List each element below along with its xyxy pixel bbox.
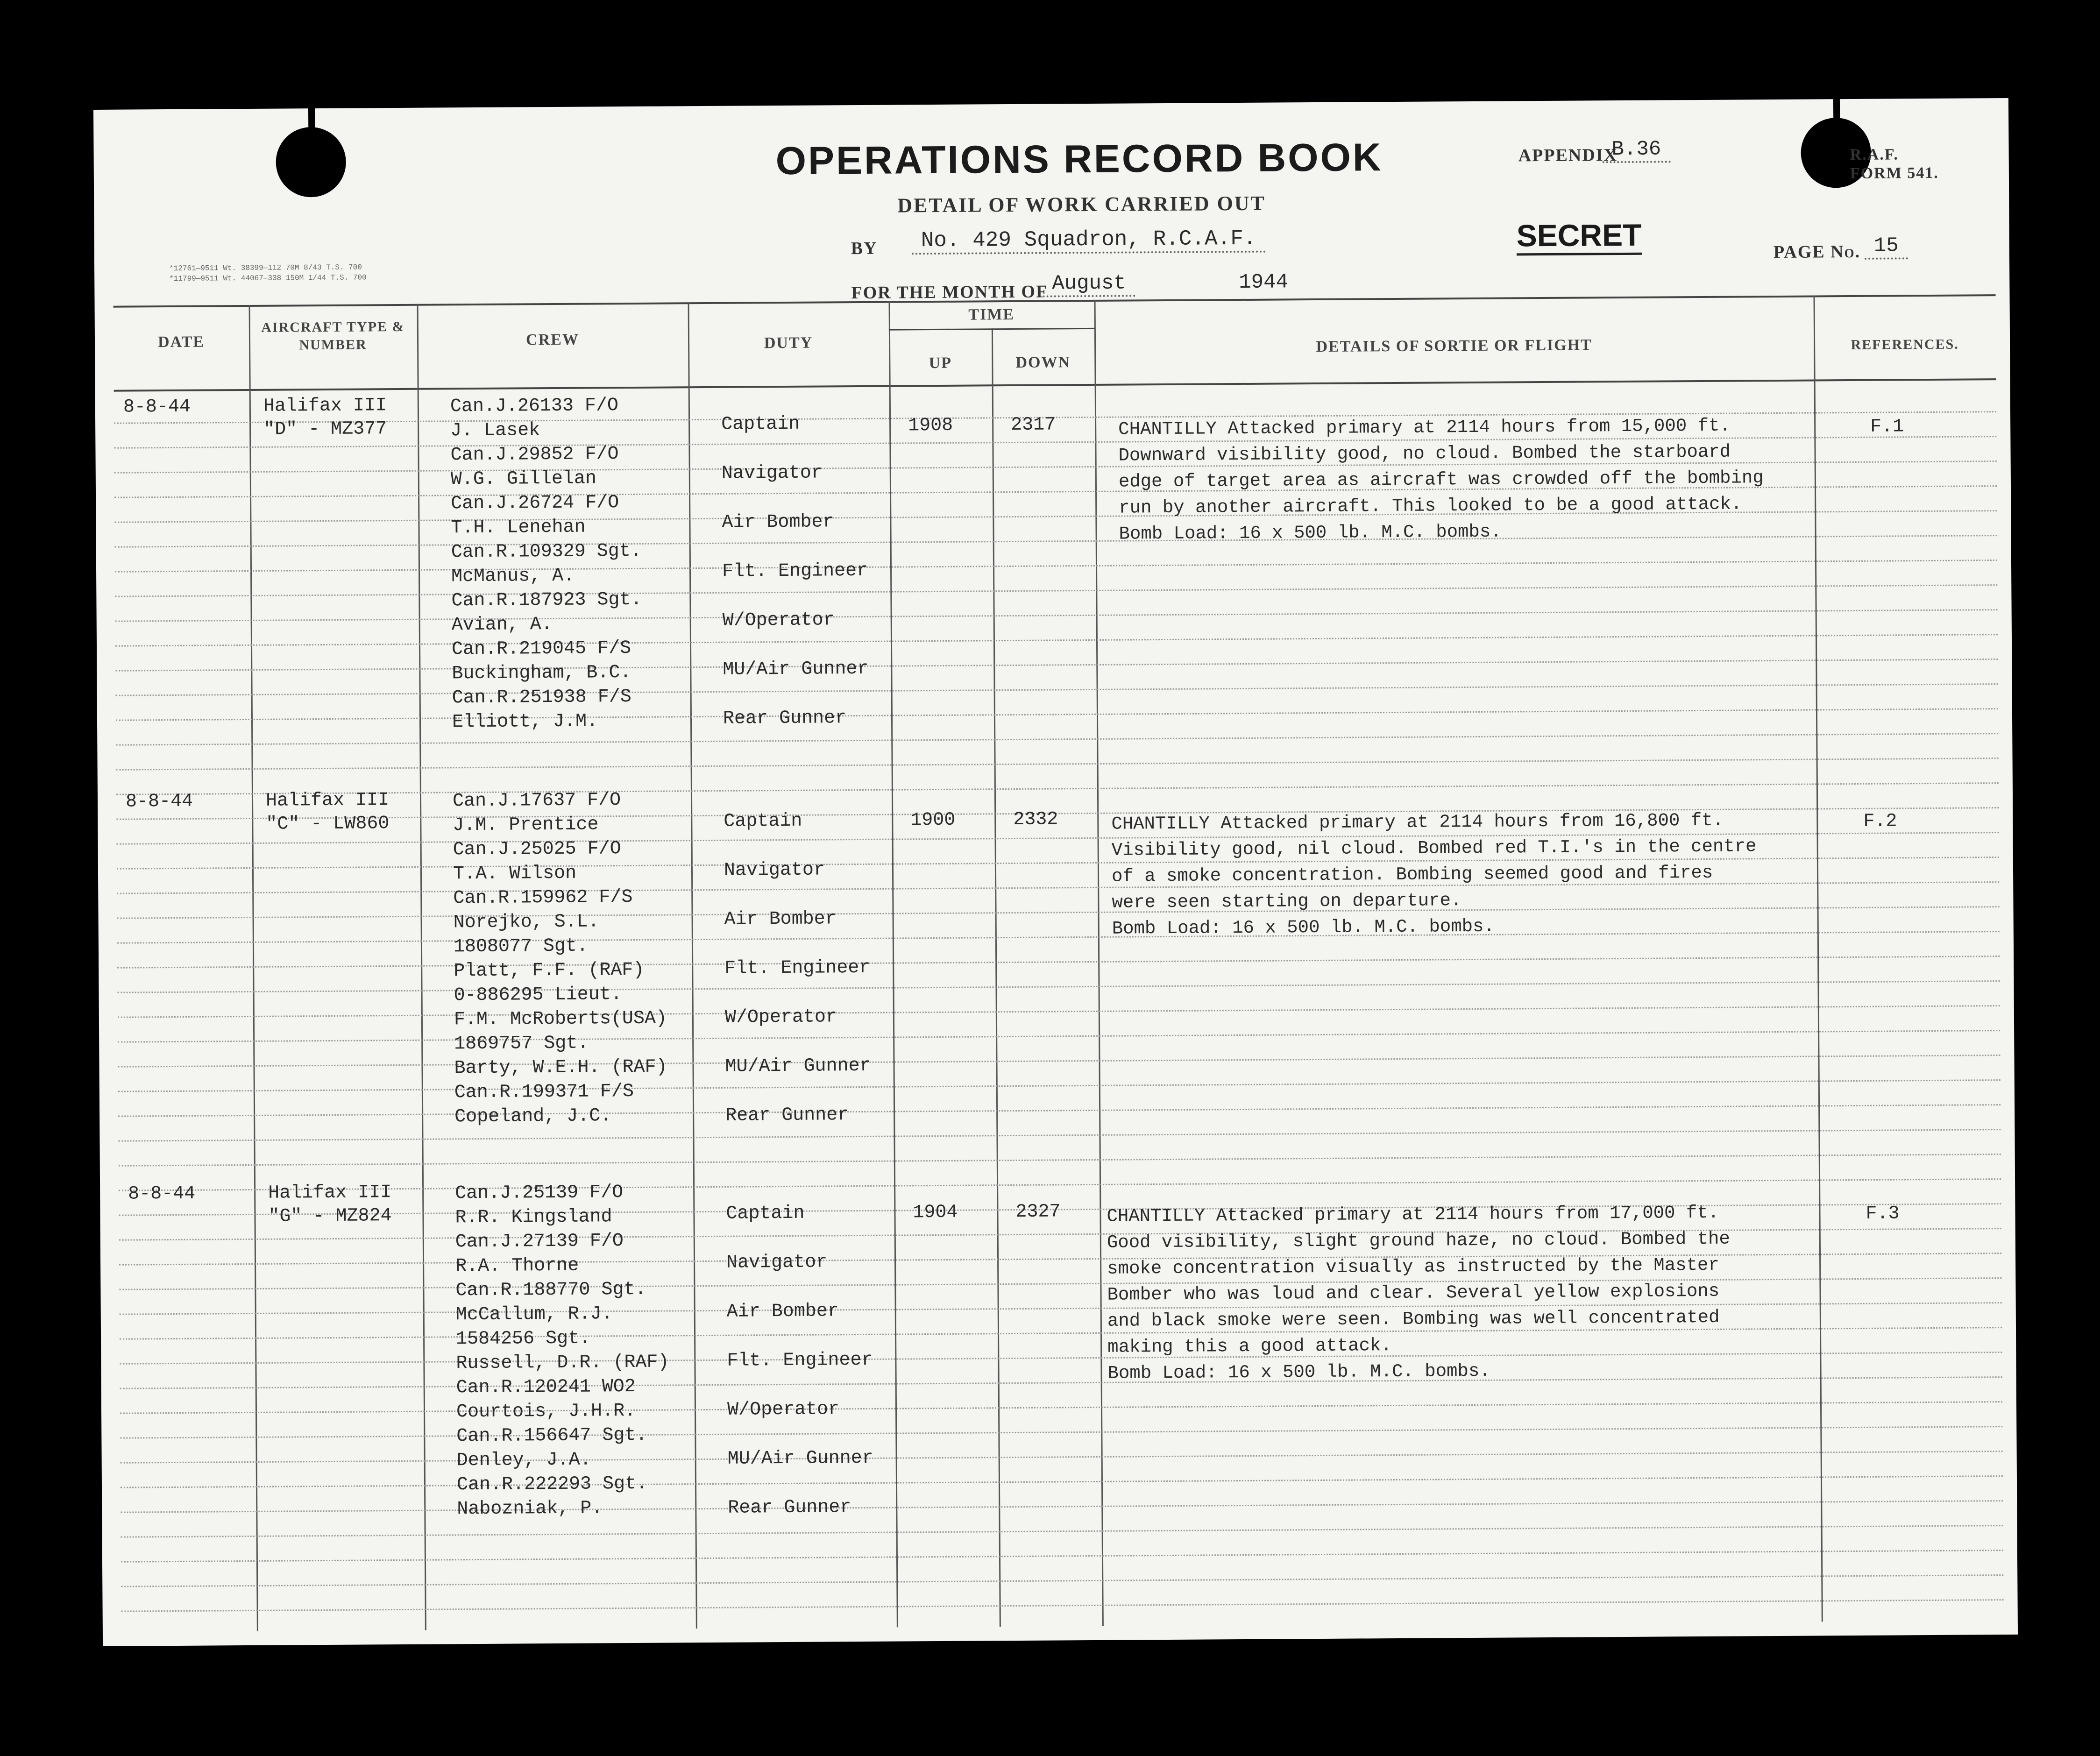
appendix-label: APPENDIX	[1518, 145, 1618, 166]
crew-line: Can.R.187923 Sgt.	[451, 589, 642, 612]
detail-line: CHANTILLY Attacked primary at 2114 hours from 17,000 ft.	[1107, 1202, 1719, 1227]
duty-line: Captain	[726, 1203, 805, 1225]
duty-list	[721, 399, 869, 743]
ruled-line	[121, 1599, 2004, 1612]
crew-line: Nabozniak, P.	[457, 1498, 603, 1520]
detail-line: smoke concentration visually as instructed by the Master	[1107, 1254, 1719, 1279]
crew-line: Russell, D.R. (RAF)	[456, 1352, 669, 1374]
crew-line: Can.R.251938 F/S	[452, 686, 631, 709]
crew-line: Can.J.25025 F/O	[453, 838, 621, 861]
detail-line: Visibility good, nil cloud. Bombed red T.I.'s in the centre	[1111, 836, 1757, 861]
ruled-line	[118, 980, 2000, 993]
column-divider	[249, 305, 258, 1631]
col-down: DOWN	[1015, 354, 1071, 371]
crew-line: Can.R.156647 Sgt.	[456, 1424, 647, 1447]
detail-line: Bomb Load: 16 x 500 lb. M.C. bombs.	[1119, 521, 1502, 545]
crew-line: Courtois, J.H.R.	[456, 1400, 636, 1423]
ruled-line	[120, 1401, 2002, 1414]
crew-line: Can.J.26724 F/O	[451, 492, 619, 515]
column-divider	[1813, 295, 1823, 1621]
crew-line: R.A. Thorne	[455, 1255, 579, 1277]
print-code-line: *12761—9511 Wt. 38399—112 70M 8/43 T.S. 700	[169, 263, 362, 273]
col-date: DATE	[157, 333, 205, 351]
crew-line: F.M. McRoberts(USA)	[454, 1008, 667, 1031]
ruled-line	[116, 708, 1998, 721]
entry-date: 8-8-44	[128, 1183, 196, 1205]
ruled-line	[119, 1154, 2001, 1167]
detail-line: Downward visibility good, no cloud. Bombed the starboard	[1118, 441, 1731, 466]
ruled-line	[121, 1475, 2003, 1488]
duty-line: Rear Gunner	[725, 1105, 849, 1126]
squadron-name: No. 429 Squadron, R.C.A.F.	[912, 227, 1266, 255]
detail-line: Good visibility, slight ground haze, no cloud. Bombed the	[1107, 1228, 1730, 1253]
print-code-line: *11799—9511 Wt. 44067—338 150M 1/44 T.S. 700	[169, 273, 367, 283]
record-table	[114, 294, 2004, 1632]
ruled-line	[118, 1030, 2000, 1043]
column-divider	[417, 304, 426, 1630]
ruled-line	[119, 1178, 2001, 1191]
binder-pin	[308, 90, 315, 132]
duty-line: W/Operator	[724, 1006, 837, 1028]
year-value: 1944	[1239, 270, 1289, 295]
ruled-line	[118, 1129, 2001, 1142]
page-number: 15	[1865, 234, 1908, 260]
duty-line: W/Operator	[727, 1399, 840, 1421]
crew-line: Elliott, J.M.	[452, 711, 598, 733]
page-label: PAGE No.	[1773, 241, 1861, 262]
duty-line: Captain	[724, 810, 802, 832]
column-divider	[889, 301, 898, 1628]
ruled-line	[115, 609, 1998, 622]
ruled-line	[118, 1079, 2001, 1092]
ruled-line	[121, 1451, 2003, 1464]
by-label: BY	[851, 238, 878, 259]
crew-line: Can.J.29852 F/O	[450, 444, 619, 466]
duty-line: Rear Gunner	[728, 1497, 851, 1519]
detail-line: CHANTILLY Attacked primary at 2114 hours from 15,000 ft.	[1118, 415, 1731, 440]
sortie-details	[1107, 1200, 1731, 1387]
detail-line: were seen starting on departure.	[1112, 890, 1462, 913]
crew-line: Denley, J.A.	[456, 1449, 591, 1472]
duty-line: Air Bomber	[722, 511, 834, 533]
duty-list	[726, 1189, 874, 1533]
ruled-line	[117, 956, 2000, 969]
ruled-line	[121, 1574, 2003, 1587]
crew-line: Can.J.27139 F/O	[455, 1231, 624, 1253]
detail-line: CHANTILLY Attacked primary at 2114 hours from 16,800 ft.	[1111, 810, 1724, 835]
ruled-line	[121, 1525, 2003, 1538]
detail-line: of a smoke concentration. Bombing seemed good and fires	[1111, 862, 1713, 887]
time-up: 1900	[910, 809, 956, 831]
sortie-details	[1118, 412, 1764, 547]
duty-line: Flt. Engineer	[722, 560, 868, 582]
col-aircraft: AIRCRAFT TYPE & NUMBER	[261, 319, 405, 353]
punch-hole	[276, 127, 346, 198]
col-details: DETAILS OF SORTIE OR FLIGHT	[1316, 336, 1592, 356]
ruled-line	[116, 683, 1998, 696]
ruled-line	[116, 733, 1998, 746]
crew-line: Avian, A.	[451, 614, 553, 636]
crew-line: Can.R.199371 F/S	[454, 1081, 634, 1104]
duty-line: MU/Air Gunner	[727, 1447, 873, 1470]
ruled-line	[115, 584, 1997, 597]
crew-line: Norejko, S.L.	[453, 911, 599, 934]
ruled-line	[120, 1426, 2002, 1439]
time-up: 1908	[908, 415, 953, 437]
column-divider	[1094, 300, 1104, 1626]
duty-line: MU/Air Gunner	[725, 1055, 871, 1077]
time-down: 2327	[1015, 1201, 1061, 1223]
time-up: 1904	[913, 1202, 958, 1224]
month-value: August	[1043, 271, 1135, 297]
col-crew: CREW	[526, 331, 580, 349]
ruled-line	[118, 1055, 2001, 1068]
reference: F.2	[1863, 811, 1897, 832]
duty-line: Navigator	[721, 462, 823, 484]
ruled-line	[116, 782, 1999, 795]
entry-date: 8-8-44	[123, 396, 191, 418]
detail-line: run by another aircraft. This looked to be a good attack.	[1119, 494, 1742, 518]
time-down: 2332	[1013, 809, 1058, 830]
detail-line: Bomb Load: 16 x 500 lb. M.C. bombs.	[1107, 1360, 1490, 1384]
crew-line: McManus, A.	[451, 565, 575, 588]
duty-line: Captain	[721, 413, 800, 435]
ruled-line	[121, 1550, 2003, 1563]
ruled-line	[116, 758, 1999, 771]
ruled-line	[121, 1500, 2003, 1513]
reference: F.1	[1870, 416, 1904, 438]
col-references: REFERENCES.	[1851, 336, 1959, 353]
month-label: FOR THE MONTH OF	[851, 282, 1048, 303]
crew-line: 1808077 Sgt.	[453, 935, 589, 958]
crew-list	[455, 1181, 670, 1522]
form-number: R.A.F. FORM 541.	[1850, 146, 1939, 183]
crew-line: Can.J.25139 F/O	[455, 1182, 624, 1204]
ruled-line	[115, 559, 1997, 573]
crew-line: Can.J.17637 F/O	[452, 790, 621, 812]
crew-line: Copeland, J.C.	[454, 1105, 612, 1128]
secret-stamp: SECRET	[1516, 217, 1641, 256]
detail-line: Bomber who was loud and clear. Several yellow explosions	[1107, 1281, 1720, 1305]
duty-line: Air Bomber	[726, 1301, 839, 1323]
time-down: 2317	[1011, 414, 1056, 436]
crew-line: Can.R.188770 Sgt.	[455, 1279, 646, 1302]
aircraft-type: Halifax III	[268, 1182, 392, 1204]
crew-line: Buckingham, B.C.	[452, 662, 631, 685]
crew-list	[453, 788, 668, 1130]
appendix-value: B.36	[1602, 137, 1670, 163]
duty-line: Flt. Engineer	[727, 1349, 873, 1372]
col-time: TIME	[968, 305, 1015, 324]
aircraft-id: "G" - MZ824	[268, 1205, 392, 1227]
crew-line: J.M. Prentice	[453, 814, 599, 836]
column-divider	[688, 302, 697, 1629]
crew-line: 0-886295 Lieut.	[454, 984, 622, 1006]
crew-line: J. Lasek	[450, 420, 540, 442]
crew-line: W.G. Gillelan	[450, 468, 597, 490]
entry-date: 8-8-44	[125, 791, 193, 813]
crew-line: Can.J.26133 F/O	[450, 395, 619, 418]
ruled-line	[118, 1005, 2000, 1018]
crew-line: T.A. Wilson	[453, 863, 577, 885]
crew-line: Can.R.159962 F/S	[453, 886, 633, 909]
crew-line: Can.R.120241 WO2	[456, 1376, 636, 1399]
crew-line: 1584256 Sgt.	[455, 1328, 591, 1350]
crew-line: T.H. Lenehan	[451, 517, 586, 539]
ruled-line	[115, 658, 1998, 672]
detail-line: making this a good attack.	[1107, 1335, 1392, 1358]
header-rule	[114, 378, 1996, 392]
record-sheet	[93, 98, 2018, 1646]
duty-line: Navigator	[726, 1252, 828, 1274]
duty-line: Rear Gunner	[723, 708, 847, 729]
detail-line: Bomb Load: 16 x 500 lb. M.C. bombs.	[1112, 916, 1495, 939]
detail-line: edge of target area as aircraft was crowded off the bombing	[1118, 467, 1764, 492]
crew-line: Can.R.219045 F/S	[451, 637, 631, 660]
form-subtitle: DETAIL OF WORK CARRIED OUT	[897, 191, 1266, 217]
duty-line: Navigator	[724, 859, 825, 881]
crew-line: Can.R.222293 Sgt.	[456, 1473, 648, 1496]
reference: F.3	[1866, 1203, 1900, 1225]
crew-line: 1869757 Sgt.	[454, 1033, 589, 1055]
crew-line: McCallum, R.J.	[455, 1303, 613, 1326]
ruled-line	[118, 1104, 2001, 1117]
duty-line: W/Operator	[722, 609, 835, 631]
detail-line: and black smoke were seen. Bombing was well concentrated	[1107, 1307, 1720, 1331]
aircraft-id: "D" - MZ377	[263, 418, 387, 440]
binder-pin	[1833, 80, 1840, 122]
col-up: UP	[929, 354, 952, 372]
crew-line: Barty, W.E.H. (RAF)	[454, 1056, 667, 1079]
sortie-details	[1111, 807, 1757, 942]
crew-line: Platt, F.F. (RAF)	[454, 959, 645, 982]
crew-line: Can.R.109329 Sgt.	[451, 540, 642, 563]
duty-line: MU/Air Gunner	[723, 658, 869, 680]
aircraft-type: Halifax III	[263, 395, 387, 417]
crew-line: R.R. Kingsland	[455, 1206, 612, 1229]
print-code	[169, 262, 367, 284]
form-title: OPERATIONS RECORD BOOK	[775, 135, 1383, 183]
duty-line: Flt. Engineer	[724, 957, 871, 979]
col-duty: DUTY	[764, 334, 813, 352]
crew-list	[450, 394, 643, 735]
aircraft-id: "C" - LW860	[266, 813, 390, 835]
duty-line: Air Bomber	[724, 908, 837, 930]
duty-list	[724, 796, 872, 1140]
ruled-line	[115, 634, 1998, 647]
aircraft-type: Halifax III	[265, 790, 390, 812]
